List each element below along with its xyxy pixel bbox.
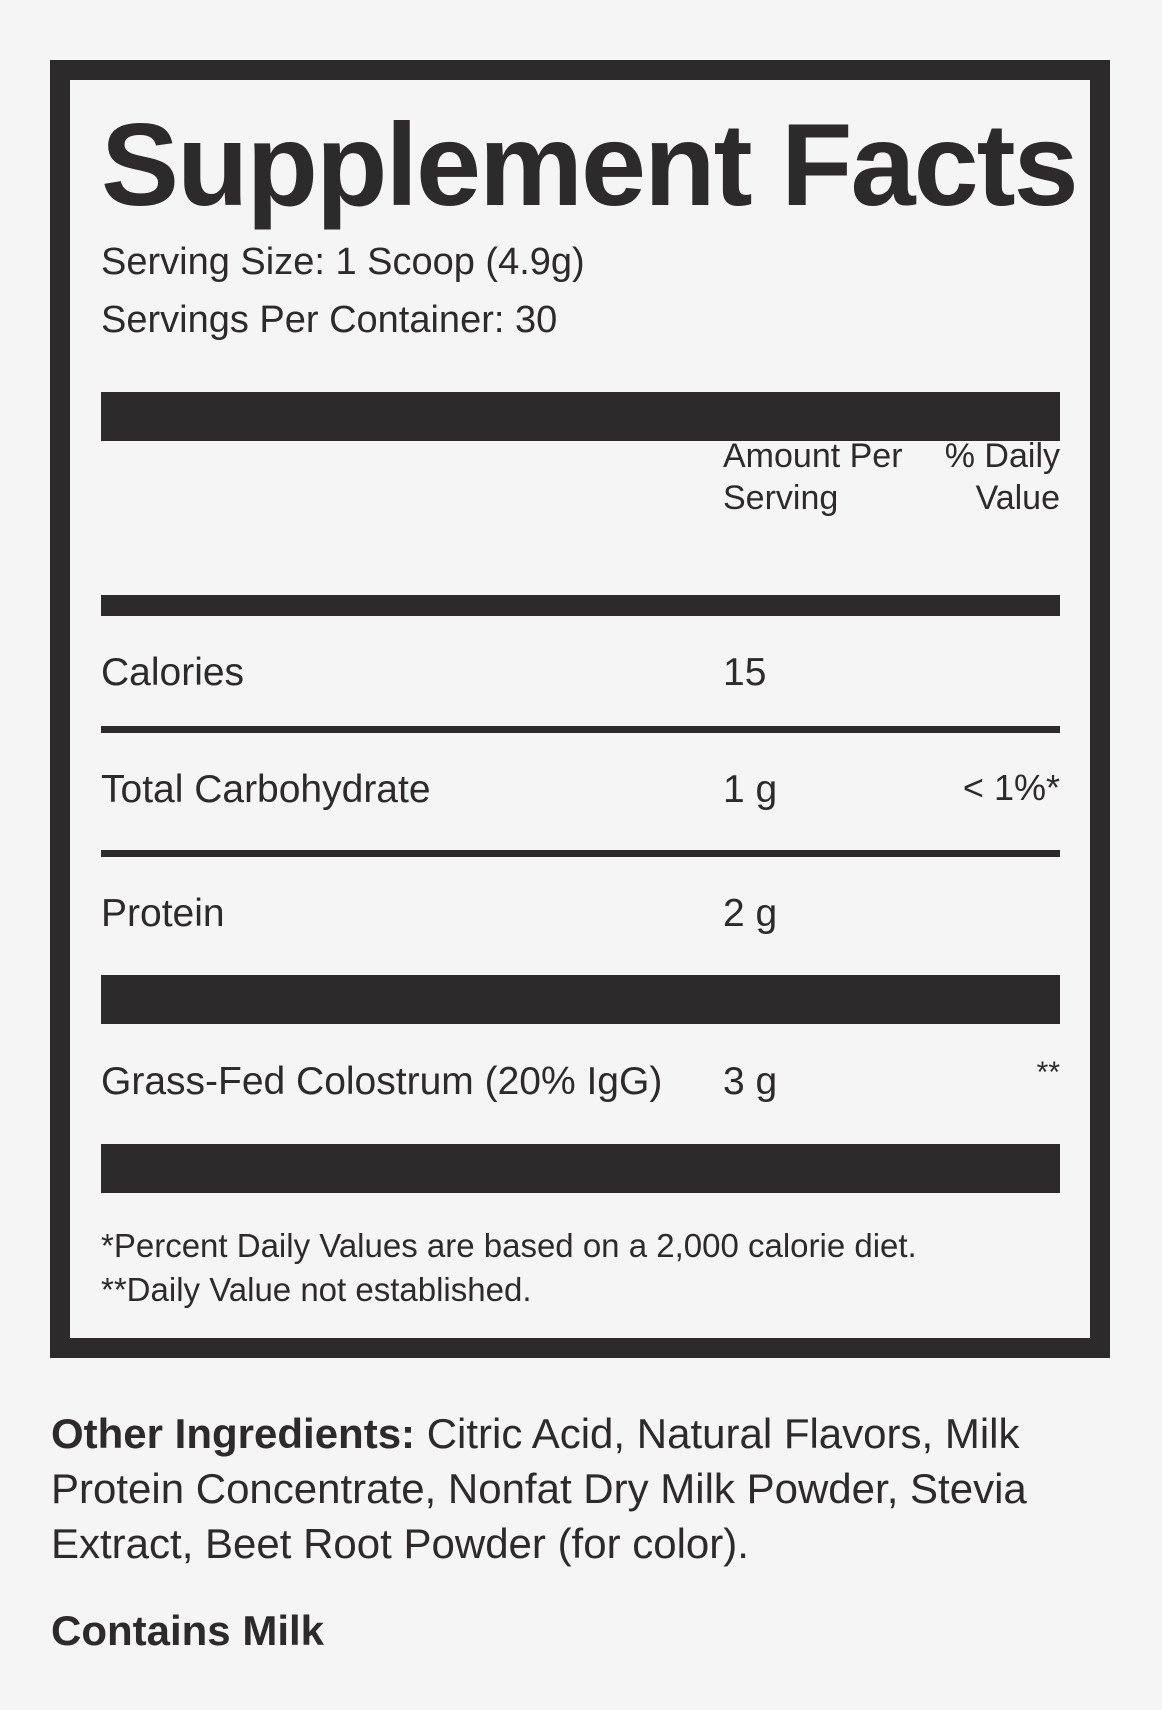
nutrient-amount-calories: 15 [723, 651, 767, 694]
other-ingredients-list: Citric Acid, Natural Flavors, Milk Protein Concentrate, Nonfat Dry Milk Powder, Stevia Extract, Beet Root Powder (for color). [51, 1410, 1027, 1567]
medium-divider [101, 595, 1060, 616]
thin-divider [101, 726, 1060, 733]
thick-divider [101, 975, 1060, 1024]
other-ingredients-heading: Other Ingredients: [51, 1410, 416, 1457]
nutrient-name-calories: Calories [101, 651, 245, 694]
other-ingredients [51, 1406, 1131, 1571]
nutrient-dv-carbohydrate: < 1%* [962, 767, 1060, 808]
panel-title: Supplement Facts [101, 99, 1077, 230]
ingredient-amount-colostrum: 3 g [723, 1060, 778, 1103]
nutrient-name-carbohydrate: Total Carbohydrate [101, 768, 431, 811]
ingredient-dv-colostrum: ** [1036, 1056, 1060, 1089]
thick-divider [101, 1144, 1060, 1193]
nutrient-amount-carbohydrate: 1 g [723, 768, 778, 811]
servings-per-container: Servings Per Container: 30 [101, 299, 558, 341]
serving-size: Serving Size: 1 Scoop (4.9g) [101, 241, 585, 283]
footnote-daily-values: *Percent Daily Values are based on a 2,000 calorie diet. [101, 1227, 917, 1264]
supplement-facts-panel [50, 60, 1110, 1358]
nutrient-name-protein: Protein [101, 892, 225, 935]
amount-per-serving-header: Amount Per Serving [723, 437, 903, 517]
thin-divider [101, 850, 1060, 857]
nutrient-amount-protein: 2 g [723, 892, 778, 935]
ingredient-name-colostrum: Grass-Fed Colostrum (20% IgG) [101, 1060, 663, 1103]
daily-value-header: % Daily Value [944, 437, 1060, 517]
allergen-statement: Contains Milk [51, 1607, 325, 1654]
footnote-not-established: **Daily Value not established. [101, 1271, 532, 1308]
thick-divider [101, 392, 1060, 441]
